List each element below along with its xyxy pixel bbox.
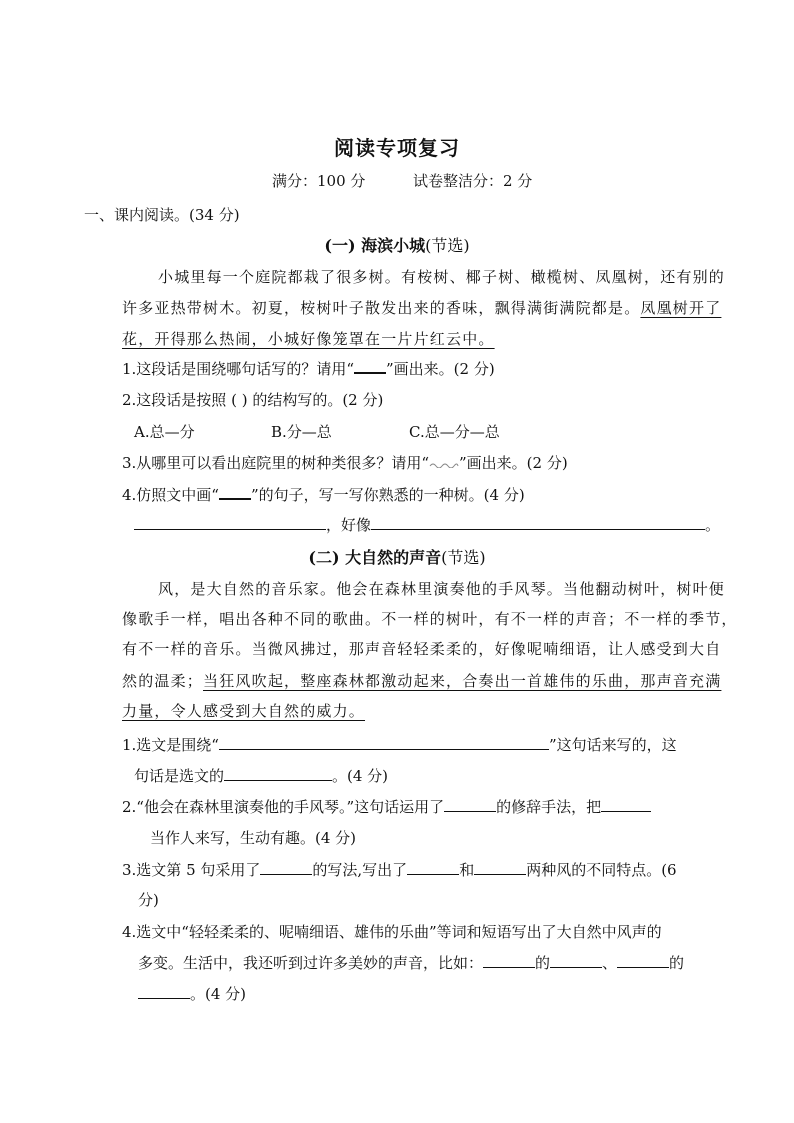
part2-q3-text-b: 的写法,写出了 xyxy=(312,861,408,879)
part1-q4 xyxy=(122,484,525,505)
part2-q4-text-c: 的 xyxy=(535,954,551,972)
part1-para-line-3: 花，开得那么热闹，小城好像笼罩在一片片红云中。 xyxy=(122,330,495,348)
part1-q1-text-a: 1.这段话是围绕哪句话写的？请用“ xyxy=(122,360,354,378)
answer-blank[interactable] xyxy=(444,797,496,812)
part1-q1 xyxy=(122,358,495,379)
part2-para-line-2: 像歌手一样，唱出各种不同的歌曲。不一样的树叶，有不一样的声音；不一样的季节， xyxy=(122,610,738,628)
straight-line-sample xyxy=(354,360,386,374)
part2-q3-text-a: 3.选文第 5 句采用了 xyxy=(122,861,261,879)
part1-underlined-start: 凤凰树开了 xyxy=(640,299,722,317)
answer-blank[interactable] xyxy=(219,735,549,750)
part1-heading xyxy=(0,233,794,256)
part2-q4-text-e: 的 xyxy=(669,954,685,972)
full-score: 满分：100 分 xyxy=(272,172,366,190)
part2-para-line-3: 有不一样的音乐。当微风拂过，那声音轻轻柔柔的，好像呢喃细语，让人感受到大自 xyxy=(122,640,722,658)
part2-q3 xyxy=(122,859,677,880)
answer-blank[interactable] xyxy=(260,860,312,875)
part2-q2 xyxy=(122,796,651,817)
part1-q4-text-b: ”的句子，写一写你熟悉的一种树。(4 分) xyxy=(250,486,525,504)
option-c: C.总—分—总 xyxy=(409,423,500,441)
part2-q4: 4.选文中“轻轻柔柔的、呢喃细语、雄伟的乐曲”等词和短语写出了大自然中风声的 xyxy=(122,923,662,941)
part1-para-line-2a: 许多亚热带树木。初夏，桉树叶子散发出来的香味，飘得满街满院都是。 xyxy=(122,299,641,317)
part2-q2-text-b: 的修辞手法，把 xyxy=(496,798,602,816)
answer-blank[interactable] xyxy=(224,766,332,781)
part2-q3-text-c: 和 xyxy=(459,861,475,879)
part2-q1-cont xyxy=(134,765,388,786)
part1-note: (节选) xyxy=(425,236,470,255)
part1-q3-text-b: ”画出来。(2 分) xyxy=(458,454,568,472)
part2-q1 xyxy=(122,734,677,755)
part2-para-line-5: 力量，令人感受到大自然的威力。 xyxy=(122,702,366,720)
part2-title: (二) 大自然的声音 xyxy=(308,548,442,567)
part1-q4-end: 。 xyxy=(705,516,721,534)
part2-q4-end xyxy=(138,983,246,1004)
neatness-score: 试卷整洁分：2 分 xyxy=(413,172,533,190)
part2-q1-text-c: 句话是选文的 xyxy=(134,767,225,785)
part2-q3-cont: 分) xyxy=(138,891,159,909)
part2-q4-text-b: 多变。生活中，我还听到过许多美妙的声音，比如： xyxy=(138,954,484,972)
part1-para-line-1: 小城里每一个庭院都栽了很多树。有桉树、椰子树、橄榄树、凤凰树，还有别的 xyxy=(158,268,726,286)
answer-blank[interactable] xyxy=(134,515,326,530)
part1-q2: 2.这段话是按照 ( ) 的结构写的。(2 分) xyxy=(122,391,384,409)
part1-q3-text-a: 3.从哪里可以看出庭院里的树种类很多？请用“ xyxy=(122,454,429,472)
option-b: B.分—总 xyxy=(271,423,332,441)
answer-blank[interactable] xyxy=(550,953,602,968)
part1-q4-answer xyxy=(134,514,720,535)
part2-q4-text-f: 。(4 分) xyxy=(190,985,247,1003)
answer-blank[interactable] xyxy=(601,797,651,812)
part2-para-line-1: 风，是大自然的音乐家。他会在森林里演奏他的手风琴。当他翻动树叶，树叶便 xyxy=(158,580,726,598)
part1-title: (一) 海滨小城 xyxy=(324,236,426,255)
part2-note: (节选) xyxy=(441,548,486,567)
part2-q1-text-d: 。(4 分) xyxy=(332,767,389,785)
part1-q1-text-b: ”画出来。(2 分) xyxy=(385,360,495,378)
part1-q4-text-a: 4.仿照文中画“ xyxy=(122,486,219,504)
answer-blank[interactable] xyxy=(474,860,526,875)
part1-para-line-2 xyxy=(122,297,721,318)
part2-para-line-4a: 然的温柔； xyxy=(122,672,204,690)
part2-q4-text-d: 、 xyxy=(602,954,618,972)
part1-q4-like: ，好像 xyxy=(326,516,372,534)
answer-blank[interactable] xyxy=(138,984,190,999)
part2-para-line-4 xyxy=(122,670,721,691)
part2-underlined-start: 当狂风吹起，整座森林都激动起来，合奏出一首雄伟的乐曲，那声音充满 xyxy=(203,672,722,690)
part2-q2-text-a: 2.“他会在森林里演奏他的手风琴。”这句话运用了 xyxy=(122,798,445,816)
thick-line-sample xyxy=(219,486,251,500)
option-a: A.总—分 xyxy=(134,423,195,441)
part2-q4-cont xyxy=(138,952,684,973)
answer-blank[interactable] xyxy=(407,860,459,875)
part2-heading xyxy=(0,545,794,568)
part2-q1-text-a: 1.选文是围绕“ xyxy=(122,736,219,754)
section-heading: 一、课内阅读。(34 分) xyxy=(84,206,240,224)
wavy-line-sample xyxy=(429,454,459,466)
part2-q2-cont: 当作人来写，生动有趣。(4 分) xyxy=(150,829,357,847)
page-title: 阅读专项复习 xyxy=(334,136,460,160)
answer-blank[interactable] xyxy=(617,953,669,968)
part2-q1-text-b: ”这句话来写的，这 xyxy=(548,736,677,754)
part1-q3 xyxy=(122,452,568,473)
answer-blank[interactable] xyxy=(371,515,705,530)
part2-q3-text-d: 两种风的不同特点。(6 xyxy=(526,861,677,879)
answer-blank[interactable] xyxy=(483,953,535,968)
